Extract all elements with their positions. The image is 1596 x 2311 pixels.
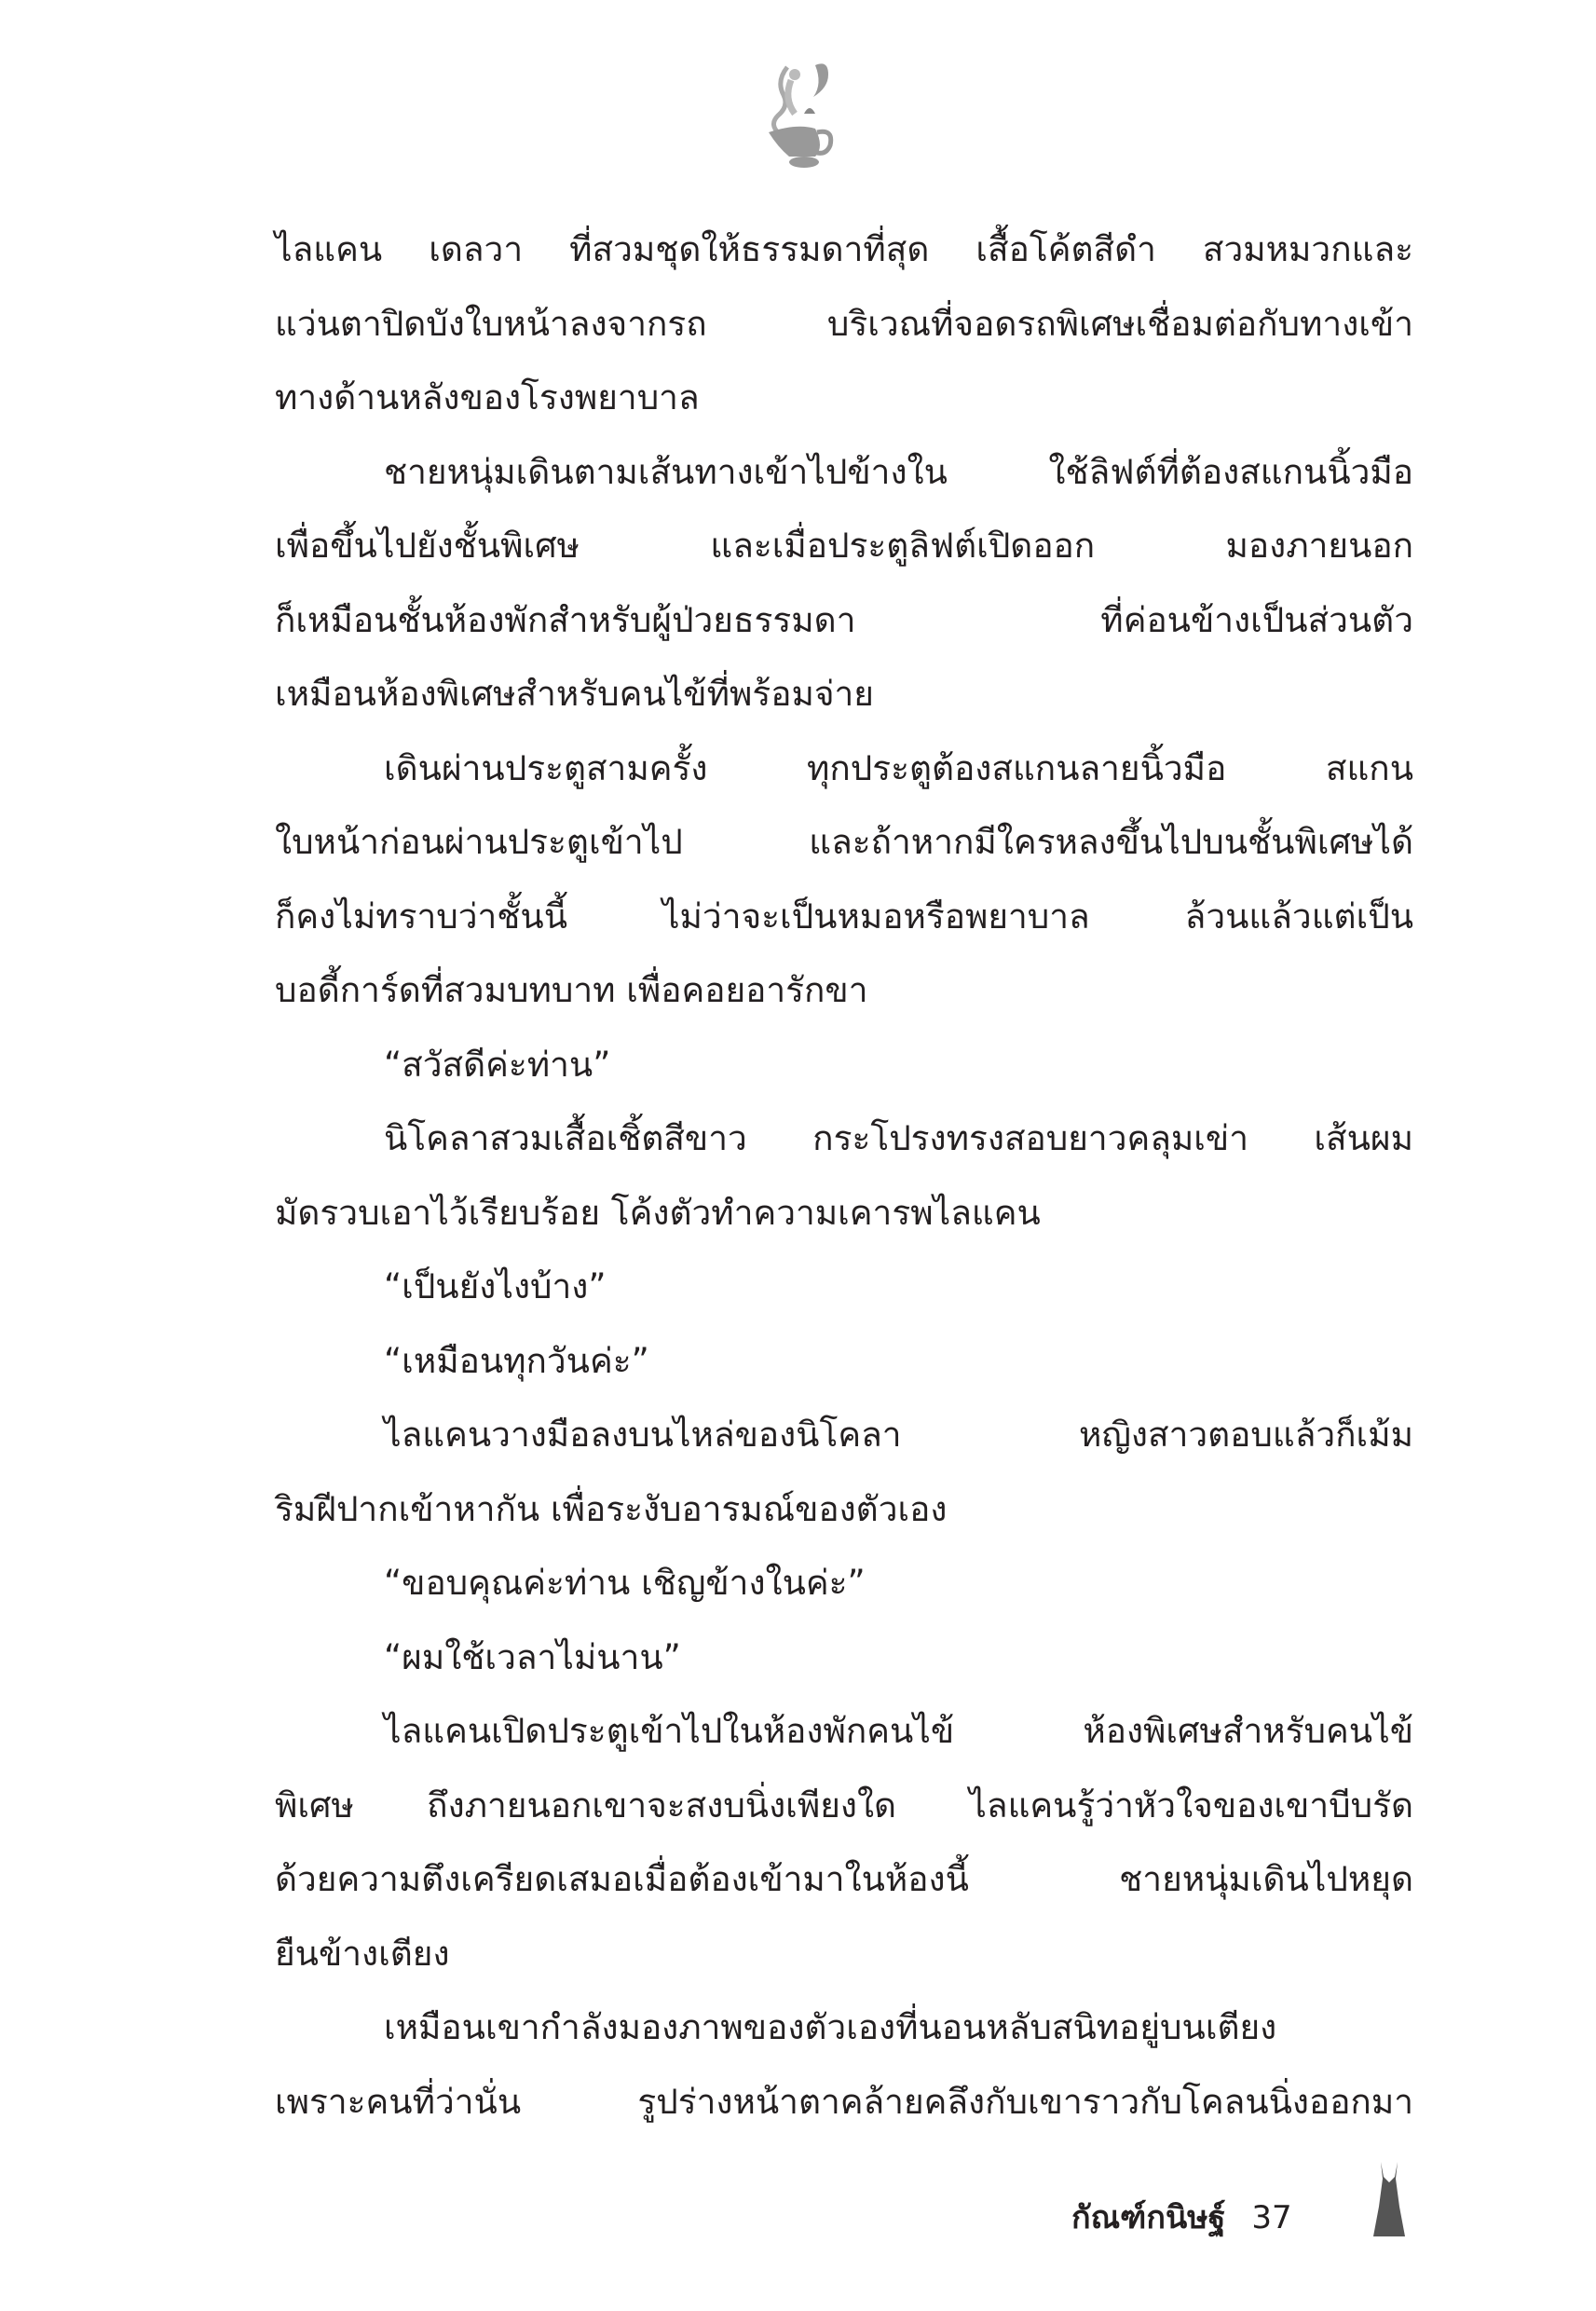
text-line: เพื่อขึ้นไปยังชั้นพิเศษ และเมื่อประตูลิฟต์เปิดออก มองภายนอก (275, 526, 1413, 566)
text-line: เพราะคนที่ว่านั่น รูปร่างหน้าตาคล้ายคลึงกับเขาราวกับโคลนนิ่งออกมา (275, 2081, 1413, 2122)
teapot-cupid-icon (750, 58, 853, 170)
text-line: เหมือนเขากำลังมองภาพของตัวเองที่นอนหลับสนิทอยู่บนเตียง (384, 2007, 1277, 2047)
page-number: 37 (1251, 2199, 1292, 2236)
text-line: ไลแคนวางมือลงบนไหล่ของนิโคลา หญิงสาวตอบแล้วก็เม้ม (384, 1415, 1413, 1455)
body-text (275, 212, 1413, 2139)
text-line: “สวัสดีค่ะท่าน” (384, 1044, 611, 1085)
text-line: มัดรวบเอาไว้เรียบร้อย โค้งตัวทำความเคารพไลแคน (275, 1192, 1041, 1233)
text-line: “ผมใช้เวลาไม่นาน” (384, 1636, 681, 1677)
text-line: ยืนข้างเตียง (275, 1933, 450, 1974)
text-line: “ขอบคุณค่ะท่าน เชิญข้างในค่ะ” (384, 1563, 866, 1603)
text-line: ใบหน้าก่อนผ่านประตูเข้าไป และถ้าหากมีใครหลงขึ้นไปบนชั้นพิเศษได้ (275, 822, 1413, 862)
text-line: ไลแคนเปิดประตูเข้าไปในห้องพักคนไข้ ห้องพิเศษสำหรับคนไข้ (384, 1711, 1413, 1751)
text-line: นิโคลาสวมเสื้อเชิ้ตสีขาว กระโปรงทรงสอบยาวคลุมเข่า เส้นผม (384, 1118, 1413, 1158)
text-line: “เหมือนทุกวันค่ะ” (384, 1340, 649, 1381)
text-line: ก็เหมือนชั้นห้องพักสำหรับผู้ป่วยธรรมดา ที่ค่อนข้างเป็นส่วนตัว (275, 599, 1413, 640)
page-footer (1071, 2192, 1292, 2242)
text-line: เดินผ่านประตูสามครั้ง ทุกประตูต้องสแกนลายนิ้วมือ สแกน (384, 747, 1413, 788)
text-line: ไลแคน เดลวา ที่สวมชุดให้ธรรมดาที่สุด เสื้อโค้ตสีดำ สวมหมวกและ (275, 229, 1413, 269)
text-line: บอดี้การ์ดที่สวมบทบาท เพื่อคอยอารักขา (275, 970, 868, 1010)
text-line: พิเศษ ถึงภายนอกเขาจะสงบนิ่งเพียงใด ไลแคนรู้ว่าหัวใจของเขาบีบรัด (275, 1785, 1413, 1826)
text-line: ก็คงไม่ทราบว่าชั้นนี้ ไม่ว่าจะเป็นหมอหรือพยาบาล ล้วนแล้วแต่เป็น (275, 896, 1413, 937)
text-line: ด้วยความตึงเครียดเสมอเมื่อต้องเข้ามาในห้องนี้ ชายหนุ่มเดินไปหยุด (275, 1859, 1413, 1899)
text-line: ทางด้านหลังของโรงพยาบาล (275, 377, 700, 417)
text-line: เหมือนห้องพิเศษสำหรับคนไข้ที่พร้อมจ่าย (275, 674, 874, 714)
text-line: ชายหนุ่มเดินตามเส้นทางเข้าไปข้างใน ใช้ลิฟต์ที่ต้องสแกนนิ้วมือ (384, 451, 1413, 492)
text-line: ริมฝีปากเข้าหากัน เพื่อระงับอารมณ์ของตัวเอง (275, 1488, 948, 1529)
book-title: กัณฑ์กนิษฐ์ (1071, 2199, 1226, 2236)
dress-icon (1368, 2160, 1411, 2238)
text-line: แว่นตาปิดบังใบหน้าลงจากรถ บริเวณที่จอดรถพิเศษเชื่อมต่อกับทางเข้า (275, 303, 1413, 344)
text-line: “เป็นยังไงบ้าง” (384, 1266, 607, 1306)
